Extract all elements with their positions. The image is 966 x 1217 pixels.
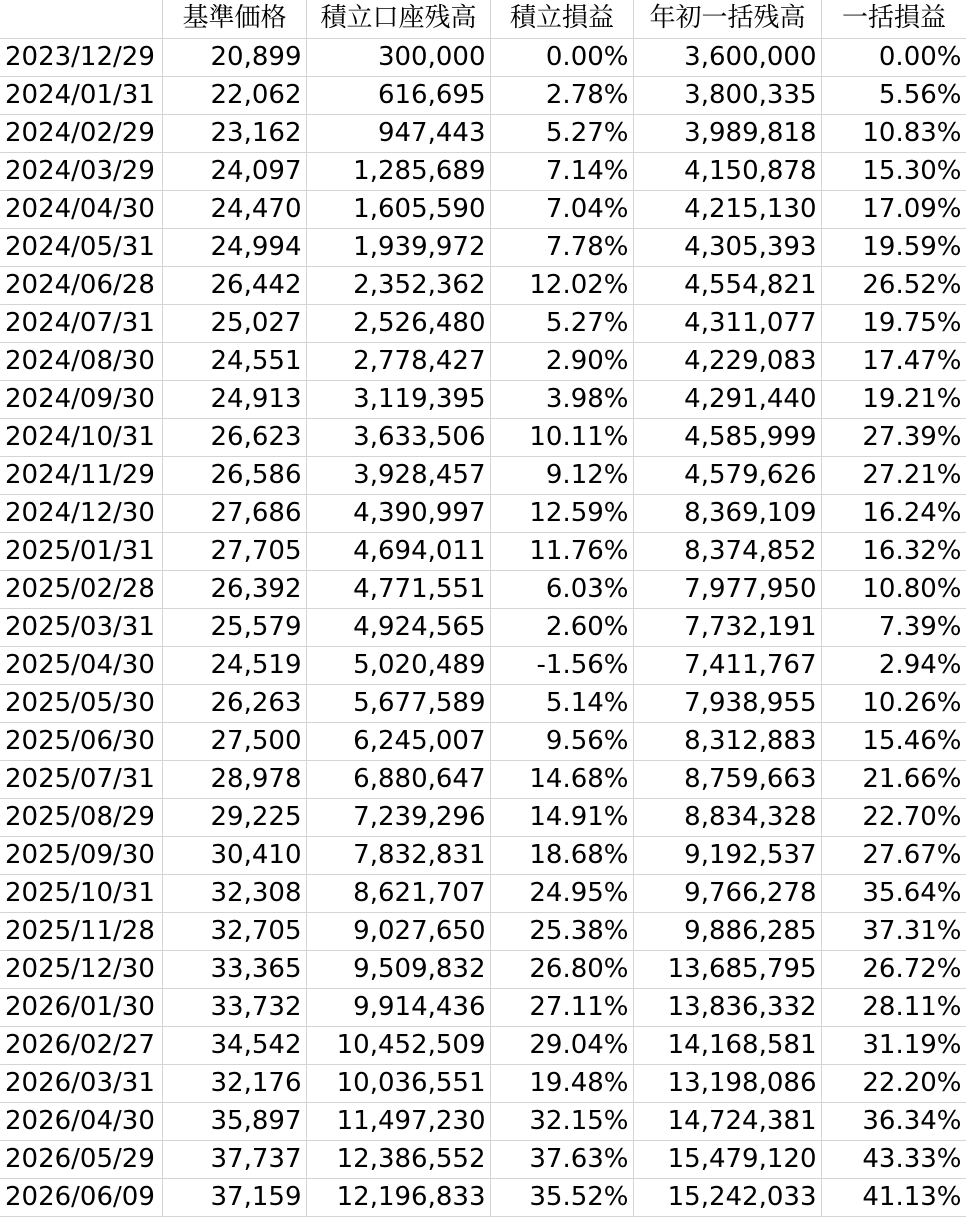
- cell-installment-balance[interactable]: 1,285,689: [306, 152, 490, 190]
- cell-lumpsum-pnl[interactable]: 10.80%: [821, 570, 966, 608]
- header-base-price[interactable]: 基準価格: [162, 0, 306, 38]
- cell-date[interactable]: 2024/12/30: [0, 494, 162, 532]
- table-row: [0, 494, 966, 532]
- table-row: [0, 266, 966, 304]
- cell-installment-balance[interactable]: 2,526,480: [306, 304, 490, 342]
- cell-installment-balance[interactable]: 9,914,436: [306, 988, 490, 1026]
- cell-lumpsum-pnl[interactable]: 26.52%: [821, 266, 966, 304]
- cell-lumpsum-pnl[interactable]: 27.67%: [821, 836, 966, 874]
- cell-date[interactable]: 2025/05/30: [0, 684, 162, 722]
- cell-base-price[interactable]: 27,705: [162, 532, 306, 570]
- cell-installment-balance[interactable]: 7,832,831: [306, 836, 490, 874]
- table-row: [0, 1140, 966, 1178]
- table-row: [0, 304, 966, 342]
- table-row: [0, 1178, 966, 1216]
- cell-lumpsum-pnl[interactable]: 27.21%: [821, 456, 966, 494]
- cell-installment-balance[interactable]: 1,939,972: [306, 228, 490, 266]
- cell-lumpsum-balance[interactable]: 8,759,663: [633, 760, 821, 798]
- cell-lumpsum-balance[interactable]: 9,192,537: [633, 836, 821, 874]
- cell-base-price[interactable]: 26,586: [162, 456, 306, 494]
- cell-lumpsum-pnl[interactable]: 37.31%: [821, 912, 966, 950]
- cell-lumpsum-balance[interactable]: 8,312,883: [633, 722, 821, 760]
- cell-lumpsum-pnl[interactable]: 17.47%: [821, 342, 966, 380]
- cell-installment-pnl[interactable]: 7.78%: [490, 228, 633, 266]
- table-row: [0, 874, 966, 912]
- cell-installment-pnl[interactable]: 3.98%: [490, 380, 633, 418]
- header-installment-pnl[interactable]: 積立損益: [490, 0, 633, 38]
- cell-lumpsum-pnl[interactable]: 43.33%: [821, 1140, 966, 1178]
- cell-date[interactable]: 2024/07/31: [0, 304, 162, 342]
- cell-installment-pnl[interactable]: -1.56%: [490, 646, 633, 684]
- cell-installment-pnl[interactable]: 35.52%: [490, 1178, 633, 1216]
- cell-lumpsum-balance[interactable]: 7,411,767: [633, 646, 821, 684]
- cell-lumpsum-balance[interactable]: 4,579,626: [633, 456, 821, 494]
- cell-installment-balance[interactable]: 11,497,230: [306, 1102, 490, 1140]
- cell-installment-balance[interactable]: 4,390,997: [306, 494, 490, 532]
- cell-lumpsum-pnl[interactable]: 22.20%: [821, 1064, 966, 1102]
- cell-installment-pnl[interactable]: 29.04%: [490, 1026, 633, 1064]
- cell-lumpsum-balance[interactable]: 3,600,000: [633, 38, 821, 76]
- cell-date[interactable]: 2025/01/31: [0, 532, 162, 570]
- table-body: [0, 38, 966, 1216]
- cell-date[interactable]: 2025/03/31: [0, 608, 162, 646]
- cell-base-price[interactable]: 24,913: [162, 380, 306, 418]
- cell-date[interactable]: 2025/08/29: [0, 798, 162, 836]
- cell-date[interactable]: 2025/09/30: [0, 836, 162, 874]
- cell-lumpsum-pnl[interactable]: 5.56%: [821, 76, 966, 114]
- cell-installment-balance[interactable]: 5,677,589: [306, 684, 490, 722]
- cell-installment-balance[interactable]: 3,119,395: [306, 380, 490, 418]
- cell-lumpsum-balance[interactable]: 13,836,332: [633, 988, 821, 1026]
- cell-base-price[interactable]: 37,159: [162, 1178, 306, 1216]
- table-row: [0, 760, 966, 798]
- cell-lumpsum-pnl[interactable]: 35.64%: [821, 874, 966, 912]
- cell-installment-balance[interactable]: 2,778,427: [306, 342, 490, 380]
- cell-lumpsum-balance[interactable]: 13,198,086: [633, 1064, 821, 1102]
- cell-installment-balance[interactable]: 12,196,833: [306, 1178, 490, 1216]
- cell-base-price[interactable]: 24,097: [162, 152, 306, 190]
- cell-installment-balance[interactable]: 3,633,506: [306, 418, 490, 456]
- cell-date[interactable]: 2024/03/29: [0, 152, 162, 190]
- cell-lumpsum-balance[interactable]: 4,229,083: [633, 342, 821, 380]
- cell-installment-pnl[interactable]: 12.02%: [490, 266, 633, 304]
- table-row: [0, 722, 966, 760]
- cell-lumpsum-pnl[interactable]: 17.09%: [821, 190, 966, 228]
- cell-lumpsum-balance[interactable]: 4,291,440: [633, 380, 821, 418]
- table-row: [0, 912, 966, 950]
- cell-date[interactable]: 2026/02/27: [0, 1026, 162, 1064]
- cell-lumpsum-pnl[interactable]: 16.24%: [821, 494, 966, 532]
- cell-lumpsum-balance[interactable]: 7,732,191: [633, 608, 821, 646]
- cell-lumpsum-pnl[interactable]: 41.13%: [821, 1178, 966, 1216]
- cell-installment-balance[interactable]: 300,000: [306, 38, 490, 76]
- cell-installment-pnl[interactable]: 26.80%: [490, 950, 633, 988]
- cell-base-price[interactable]: 25,027: [162, 304, 306, 342]
- table-row: [0, 114, 966, 152]
- cell-base-price[interactable]: 29,225: [162, 798, 306, 836]
- cell-lumpsum-pnl[interactable]: 19.59%: [821, 228, 966, 266]
- table-row: [0, 988, 966, 1026]
- cell-installment-pnl[interactable]: 9.12%: [490, 456, 633, 494]
- table-row: [0, 646, 966, 684]
- cell-installment-pnl[interactable]: 7.14%: [490, 152, 633, 190]
- cell-lumpsum-pnl[interactable]: 15.46%: [821, 722, 966, 760]
- cell-date[interactable]: 2026/01/30: [0, 988, 162, 1026]
- cell-installment-balance[interactable]: 1,605,590: [306, 190, 490, 228]
- cell-installment-pnl[interactable]: 5.27%: [490, 114, 633, 152]
- cell-installment-pnl[interactable]: 2.78%: [490, 76, 633, 114]
- cell-date[interactable]: 2024/01/31: [0, 76, 162, 114]
- cell-lumpsum-balance[interactable]: 7,938,955: [633, 684, 821, 722]
- cell-installment-balance[interactable]: 12,386,552: [306, 1140, 490, 1178]
- cell-date[interactable]: 2024/06/28: [0, 266, 162, 304]
- header-date[interactable]: [0, 0, 162, 38]
- cell-base-price[interactable]: 27,500: [162, 722, 306, 760]
- cell-installment-balance[interactable]: 9,027,650: [306, 912, 490, 950]
- cell-installment-balance[interactable]: 7,239,296: [306, 798, 490, 836]
- cell-installment-balance[interactable]: 3,928,457: [306, 456, 490, 494]
- cell-date[interactable]: 2024/02/29: [0, 114, 162, 152]
- table-row: [0, 380, 966, 418]
- cell-date[interactable]: 2025/10/31: [0, 874, 162, 912]
- cell-base-price[interactable]: 27,686: [162, 494, 306, 532]
- cell-installment-balance[interactable]: 6,245,007: [306, 722, 490, 760]
- cell-date[interactable]: 2025/02/28: [0, 570, 162, 608]
- cell-date[interactable]: 2024/10/31: [0, 418, 162, 456]
- cell-installment-balance[interactable]: 5,020,489: [306, 646, 490, 684]
- cell-installment-balance[interactable]: 947,443: [306, 114, 490, 152]
- cell-installment-balance[interactable]: 616,695: [306, 76, 490, 114]
- table-row: [0, 228, 966, 266]
- cell-lumpsum-pnl[interactable]: 28.11%: [821, 988, 966, 1026]
- cell-lumpsum-balance[interactable]: 8,369,109: [633, 494, 821, 532]
- cell-base-price[interactable]: 26,623: [162, 418, 306, 456]
- cell-lumpsum-balance[interactable]: 14,168,581: [633, 1026, 821, 1064]
- cell-date[interactable]: 2024/11/29: [0, 456, 162, 494]
- cell-date[interactable]: 2023/12/29: [0, 38, 162, 76]
- table-row: [0, 836, 966, 874]
- cell-base-price[interactable]: 25,579: [162, 608, 306, 646]
- cell-lumpsum-balance[interactable]: 3,800,335: [633, 76, 821, 114]
- cell-lumpsum-balance[interactable]: 4,150,878: [633, 152, 821, 190]
- cell-installment-pnl[interactable]: 14.68%: [490, 760, 633, 798]
- cell-date[interactable]: 2026/06/09: [0, 1178, 162, 1216]
- cell-installment-balance[interactable]: 8,621,707: [306, 874, 490, 912]
- cell-lumpsum-pnl[interactable]: 10.83%: [821, 114, 966, 152]
- cell-installment-balance[interactable]: 10,036,551: [306, 1064, 490, 1102]
- cell-lumpsum-balance[interactable]: 15,242,033: [633, 1178, 821, 1216]
- cell-lumpsum-pnl[interactable]: 19.75%: [821, 304, 966, 342]
- cell-lumpsum-balance[interactable]: 4,305,393: [633, 228, 821, 266]
- cell-installment-pnl[interactable]: 5.27%: [490, 304, 633, 342]
- cell-base-price[interactable]: 37,737: [162, 1140, 306, 1178]
- cell-installment-balance[interactable]: 6,880,647: [306, 760, 490, 798]
- cell-base-price[interactable]: 24,994: [162, 228, 306, 266]
- cell-lumpsum-pnl[interactable]: 21.66%: [821, 760, 966, 798]
- table-row: [0, 570, 966, 608]
- cell-date[interactable]: 2024/04/30: [0, 190, 162, 228]
- cell-installment-balance[interactable]: 9,509,832: [306, 950, 490, 988]
- cell-base-price[interactable]: 20,899: [162, 38, 306, 76]
- cell-lumpsum-balance[interactable]: 3,989,818: [633, 114, 821, 152]
- cell-installment-pnl[interactable]: 2.90%: [490, 342, 633, 380]
- cell-lumpsum-pnl[interactable]: 31.19%: [821, 1026, 966, 1064]
- cell-lumpsum-balance[interactable]: 8,834,328: [633, 798, 821, 836]
- cell-date[interactable]: 2025/04/30: [0, 646, 162, 684]
- cell-date[interactable]: 2025/07/31: [0, 760, 162, 798]
- cell-installment-pnl[interactable]: 37.63%: [490, 1140, 633, 1178]
- cell-installment-pnl[interactable]: 6.03%: [490, 570, 633, 608]
- cell-installment-pnl[interactable]: 5.14%: [490, 684, 633, 722]
- cell-date[interactable]: 2026/05/29: [0, 1140, 162, 1178]
- cell-base-price[interactable]: 26,263: [162, 684, 306, 722]
- table-row: [0, 1102, 966, 1140]
- cell-lumpsum-pnl[interactable]: 36.34%: [821, 1102, 966, 1140]
- table-row: [0, 342, 966, 380]
- cell-lumpsum-pnl[interactable]: 2.94%: [821, 646, 966, 684]
- cell-date[interactable]: 2024/08/30: [0, 342, 162, 380]
- table-row: [0, 1064, 966, 1102]
- table-row: [0, 456, 966, 494]
- header-lumpsum-pnl[interactable]: 一括損益: [821, 0, 966, 38]
- cell-installment-pnl[interactable]: 7.04%: [490, 190, 633, 228]
- table-row: [0, 1026, 966, 1064]
- header-row: [0, 0, 966, 38]
- cell-base-price[interactable]: 24,470: [162, 190, 306, 228]
- cell-lumpsum-balance[interactable]: 8,374,852: [633, 532, 821, 570]
- cell-lumpsum-pnl[interactable]: 10.26%: [821, 684, 966, 722]
- table-row: [0, 190, 966, 228]
- cell-date[interactable]: 2024/09/30: [0, 380, 162, 418]
- cell-lumpsum-balance[interactable]: 15,479,120: [633, 1140, 821, 1178]
- cell-lumpsum-balance[interactable]: 9,886,285: [633, 912, 821, 950]
- cell-installment-balance[interactable]: 4,924,565: [306, 608, 490, 646]
- cell-lumpsum-balance[interactable]: 4,554,821: [633, 266, 821, 304]
- cell-lumpsum-balance[interactable]: 4,215,130: [633, 190, 821, 228]
- cell-date[interactable]: 2025/12/30: [0, 950, 162, 988]
- cell-installment-pnl[interactable]: 14.91%: [490, 798, 633, 836]
- cell-date[interactable]: 2024/05/31: [0, 228, 162, 266]
- cell-lumpsum-pnl[interactable]: 15.30%: [821, 152, 966, 190]
- cell-installment-pnl[interactable]: 9.56%: [490, 722, 633, 760]
- cell-installment-balance[interactable]: 4,694,011: [306, 532, 490, 570]
- cell-lumpsum-balance[interactable]: 13,685,795: [633, 950, 821, 988]
- table-row: [0, 418, 966, 456]
- cell-base-price[interactable]: 35,897: [162, 1102, 306, 1140]
- cell-base-price[interactable]: 26,392: [162, 570, 306, 608]
- cell-base-price[interactable]: 32,705: [162, 912, 306, 950]
- header-row-group: [0, 0, 966, 38]
- cell-installment-pnl[interactable]: 11.76%: [490, 532, 633, 570]
- cell-installment-pnl[interactable]: 18.68%: [490, 836, 633, 874]
- cell-base-price[interactable]: 26,442: [162, 266, 306, 304]
- header-lumpsum-balance[interactable]: 年初一括残高: [633, 0, 821, 38]
- cell-base-price[interactable]: 23,162: [162, 114, 306, 152]
- cell-installment-pnl[interactable]: 19.48%: [490, 1064, 633, 1102]
- cell-base-price[interactable]: 33,365: [162, 950, 306, 988]
- cell-lumpsum-balance[interactable]: 4,585,999: [633, 418, 821, 456]
- cell-lumpsum-pnl[interactable]: 26.72%: [821, 950, 966, 988]
- cell-installment-pnl[interactable]: 0.00%: [490, 38, 633, 76]
- cell-lumpsum-pnl[interactable]: 19.21%: [821, 380, 966, 418]
- header-installment-balance[interactable]: 積立口座残高: [306, 0, 490, 38]
- cell-base-price[interactable]: 32,308: [162, 874, 306, 912]
- table-row: [0, 532, 966, 570]
- cell-date[interactable]: 2026/03/31: [0, 1064, 162, 1102]
- cell-base-price[interactable]: 34,542: [162, 1026, 306, 1064]
- cell-installment-pnl[interactable]: 2.60%: [490, 608, 633, 646]
- cell-installment-pnl[interactable]: 32.15%: [490, 1102, 633, 1140]
- table-row: [0, 798, 966, 836]
- cell-base-price[interactable]: 24,519: [162, 646, 306, 684]
- cell-installment-pnl[interactable]: 10.11%: [490, 418, 633, 456]
- cell-installment-pnl[interactable]: 27.11%: [490, 988, 633, 1026]
- cell-installment-balance[interactable]: 10,452,509: [306, 1026, 490, 1064]
- cell-base-price[interactable]: 32,176: [162, 1064, 306, 1102]
- cell-lumpsum-pnl[interactable]: 16.32%: [821, 532, 966, 570]
- cell-installment-pnl[interactable]: 12.59%: [490, 494, 633, 532]
- cell-base-price[interactable]: 30,410: [162, 836, 306, 874]
- cell-lumpsum-pnl[interactable]: 27.39%: [821, 418, 966, 456]
- cell-lumpsum-pnl[interactable]: 22.70%: [821, 798, 966, 836]
- table-row: [0, 684, 966, 722]
- table-row: [0, 38, 966, 76]
- table-row: [0, 608, 966, 646]
- cell-lumpsum-pnl[interactable]: 7.39%: [821, 608, 966, 646]
- table-row: [0, 950, 966, 988]
- cell-base-price[interactable]: 28,978: [162, 760, 306, 798]
- cell-lumpsum-balance[interactable]: 9,766,278: [633, 874, 821, 912]
- cell-lumpsum-balance[interactable]: 14,724,381: [633, 1102, 821, 1140]
- cell-installment-balance[interactable]: 2,352,362: [306, 266, 490, 304]
- cell-date[interactable]: 2025/11/28: [0, 912, 162, 950]
- cell-date[interactable]: 2025/06/30: [0, 722, 162, 760]
- cell-lumpsum-balance[interactable]: 7,977,950: [633, 570, 821, 608]
- cell-date[interactable]: 2026/04/30: [0, 1102, 162, 1140]
- table-row: [0, 76, 966, 114]
- cell-installment-pnl[interactable]: 24.95%: [490, 874, 633, 912]
- cell-lumpsum-pnl[interactable]: 0.00%: [821, 38, 966, 76]
- cell-installment-pnl[interactable]: 25.38%: [490, 912, 633, 950]
- table-row: [0, 152, 966, 190]
- cell-base-price[interactable]: 22,062: [162, 76, 306, 114]
- cell-lumpsum-balance[interactable]: 4,311,077: [633, 304, 821, 342]
- cell-installment-balance[interactable]: 4,771,551: [306, 570, 490, 608]
- cell-base-price[interactable]: 33,732: [162, 988, 306, 1026]
- cell-base-price[interactable]: 24,551: [162, 342, 306, 380]
